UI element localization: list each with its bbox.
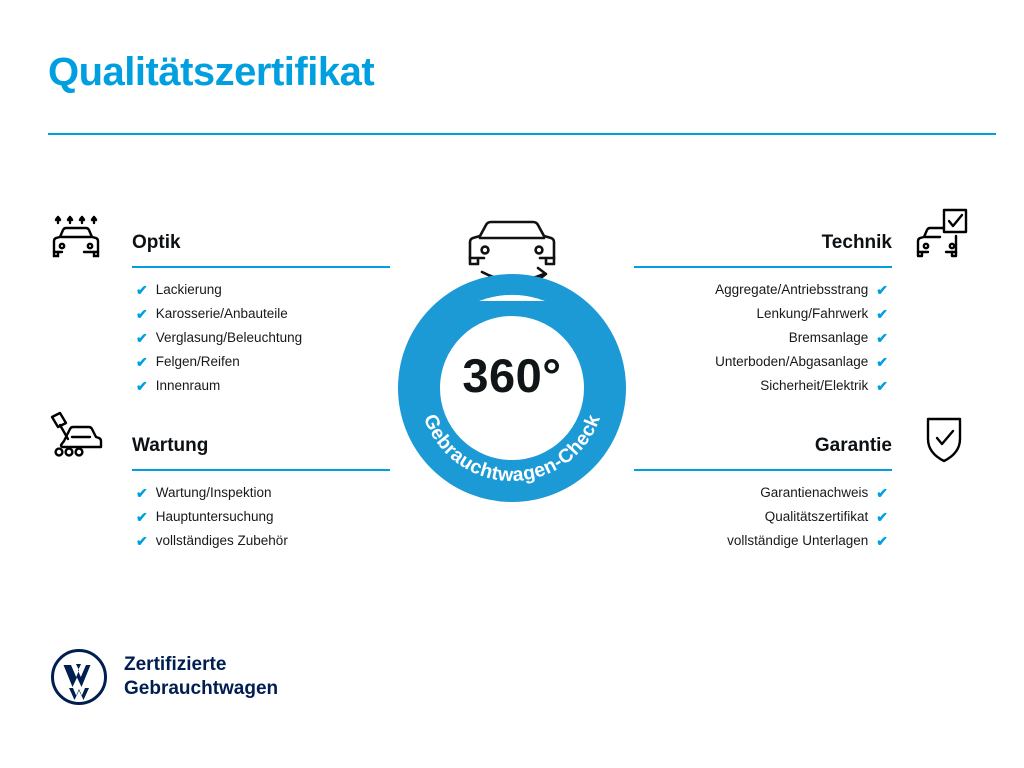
list-item — [40, 302, 390, 326]
list-item — [634, 529, 984, 553]
list-item — [40, 374, 390, 398]
check-icon: ✔ — [876, 485, 888, 501]
list-item-label: Karosserie/Anbauteile — [155, 306, 288, 321]
shield-check-icon — [912, 411, 976, 469]
section-title: Optik — [132, 232, 181, 253]
check-icon: ✔ — [876, 533, 888, 549]
section-header — [634, 206, 984, 268]
section-title: Technik — [821, 232, 892, 253]
check-icon: ✔ — [876, 330, 888, 346]
section-header — [40, 206, 390, 268]
list-item — [634, 374, 984, 398]
list-item — [634, 505, 984, 529]
section-optik — [40, 206, 390, 398]
section-garantie — [634, 409, 984, 553]
footer-line1: Zertifizierte — [124, 654, 227, 675]
check-icon: ✔ — [136, 282, 148, 298]
svg-text:Gebrauchtwagen-Check: Gebrauchtwagen-Check — [418, 411, 605, 487]
check-icon: ✔ — [876, 354, 888, 370]
check-icon: ✔ — [876, 282, 888, 298]
section-divider — [634, 266, 892, 268]
check-icon: ✔ — [136, 330, 148, 346]
list-item — [634, 350, 984, 374]
list-item — [40, 350, 390, 374]
list-item-label: Qualitätszertifikat — [764, 509, 869, 524]
list-item — [634, 481, 984, 505]
page-title: Qualitätszertifikat — [48, 50, 375, 94]
check-icon: ✔ — [876, 378, 888, 394]
section-divider — [132, 266, 390, 268]
check-icon: ✔ — [136, 509, 148, 525]
section-title: Garantie — [814, 435, 892, 456]
list-item — [40, 481, 390, 505]
section-list — [40, 278, 390, 398]
check-icon: ✔ — [876, 509, 888, 525]
header-divider — [48, 133, 996, 135]
badge-value: 360° — [462, 349, 562, 402]
car-wash-icon — [48, 208, 112, 266]
list-item-label: vollständiges Zubehör — [155, 533, 288, 548]
list-item-label: Hauptuntersuchung — [155, 509, 274, 524]
section-wartung — [40, 409, 390, 553]
list-item-label: vollständige Unterlagen — [727, 533, 869, 548]
check-icon: ✔ — [136, 485, 148, 501]
section-header — [634, 409, 984, 471]
footer-text — [124, 653, 278, 701]
footer-line2: Gebrauchtwagen — [124, 678, 279, 699]
section-list — [634, 481, 984, 553]
check-icon: ✔ — [876, 306, 888, 322]
car-lift-icon — [48, 411, 112, 469]
section-divider — [634, 469, 892, 471]
list-item-label: Innenraum — [155, 378, 221, 393]
check-badge — [378, 198, 646, 488]
list-item-label: Sicherheit/Elektrik — [760, 378, 869, 393]
list-item — [634, 278, 984, 302]
list-item-label: Lenkung/Fahrwerk — [756, 306, 869, 321]
list-item — [40, 529, 390, 553]
section-header — [40, 409, 390, 471]
list-item — [40, 278, 390, 302]
list-item-label: Aggregate/Antriebsstrang — [715, 282, 869, 297]
list-item-label: Wartung/Inspektion — [155, 485, 272, 500]
section-divider — [132, 469, 390, 471]
section-list — [634, 278, 984, 398]
list-item-label: Unterboden/Abgasanlage — [715, 354, 869, 369]
list-item — [634, 326, 984, 350]
list-item — [40, 505, 390, 529]
section-technik — [634, 206, 984, 398]
list-item-label: Garantienachweis — [760, 485, 869, 500]
section-title: Wartung — [132, 435, 209, 456]
section-list — [40, 481, 390, 553]
check-icon: ✔ — [136, 378, 148, 394]
list-item-label: Felgen/Reifen — [155, 354, 240, 369]
list-item-label: Bremsanlage — [788, 330, 869, 345]
list-item-label: Verglasung/Beleuchtung — [155, 330, 303, 345]
footer-logo — [50, 648, 278, 706]
check-icon: ✔ — [136, 354, 148, 370]
list-item — [634, 302, 984, 326]
check-icon: ✔ — [136, 533, 148, 549]
vw-logo-icon — [50, 648, 108, 706]
list-item — [40, 326, 390, 350]
list-item-label: Lackierung — [155, 282, 222, 297]
car-check-icon — [912, 208, 976, 266]
check-icon: ✔ — [136, 306, 148, 322]
